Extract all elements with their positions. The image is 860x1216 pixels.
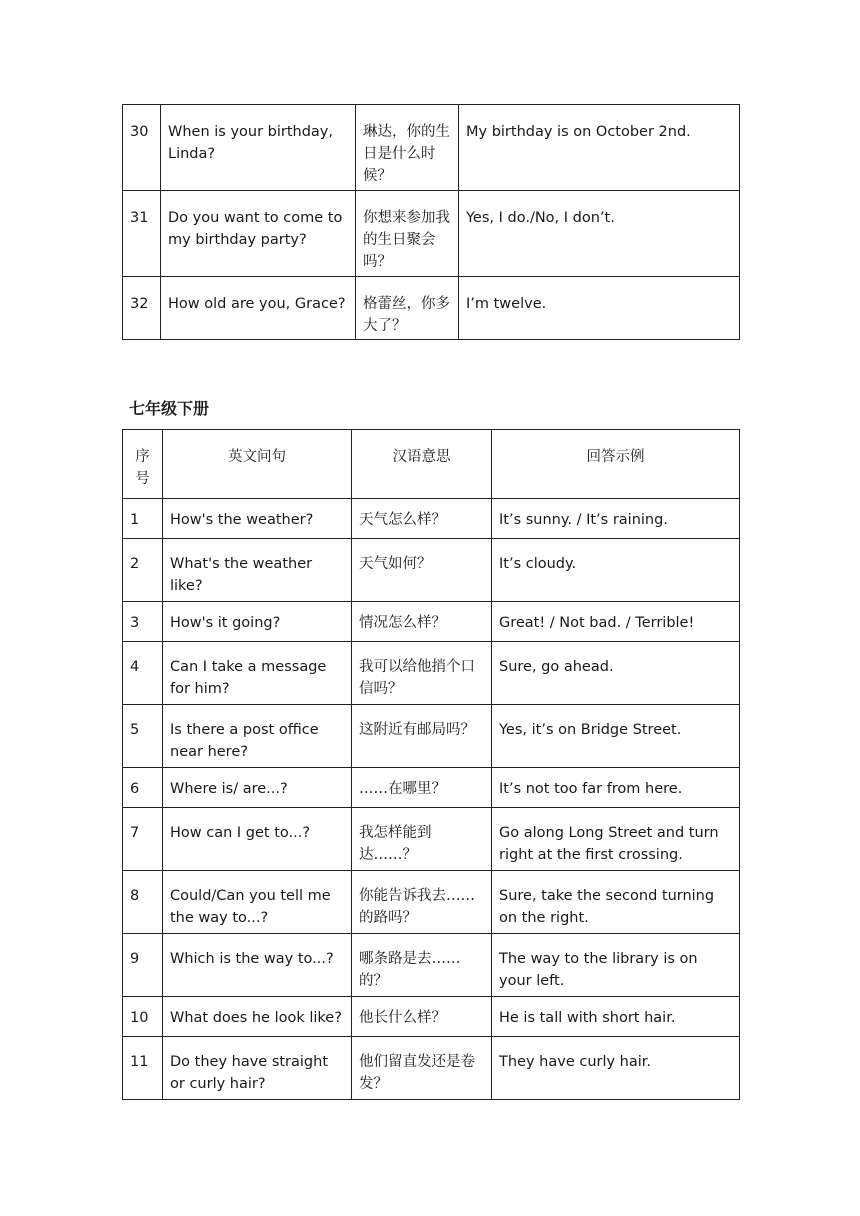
table-row: [123, 602, 740, 642]
chinese-meaning: 你能告诉我去……的路吗？: [352, 871, 492, 934]
row-number: 4: [123, 642, 163, 705]
row-number: 3: [123, 602, 163, 642]
row-number: 6: [123, 768, 163, 808]
answer-example: Yes, I do./No, I don’t.: [459, 191, 740, 277]
phrase-table-grade7-vol2: [122, 429, 740, 1100]
row-number: 10: [123, 997, 163, 1037]
answer-example: They have curly hair.: [492, 1037, 740, 1100]
chinese-meaning: 天气如何？: [352, 539, 492, 602]
chinese-meaning: 你想来参加我的生日聚会吗？: [356, 191, 459, 277]
section-heading: 七年级下册: [129, 399, 210, 418]
row-number: 11: [123, 1037, 163, 1100]
chinese-meaning: 他长什么样？: [352, 997, 492, 1037]
answer-example: He is tall with short hair.: [492, 997, 740, 1037]
answer-example: Great! / Not bad. / Terrible!: [492, 602, 740, 642]
table-row: [123, 997, 740, 1037]
row-number: 7: [123, 808, 163, 871]
table-row: [123, 808, 740, 871]
header-chinese: 汉语意思: [352, 430, 492, 499]
phrase-table-continued: [122, 104, 740, 340]
table-row: [123, 539, 740, 602]
answer-example: It’s sunny. / It’s raining.: [492, 499, 740, 539]
chinese-meaning: 格蕾丝，你多大了？: [356, 277, 459, 340]
english-question: What does he look like?: [163, 997, 352, 1037]
chinese-meaning: 我可以给他捎个口信吗？: [352, 642, 492, 705]
english-question: How old are you, Grace?: [161, 277, 356, 340]
chinese-meaning: 他们留直发还是卷发？: [352, 1037, 492, 1100]
english-question: Do they have straight or curly hair?: [163, 1037, 352, 1100]
answer-example: Yes, it’s on Bridge Street.: [492, 705, 740, 768]
answer-example: My birthday is on October 2nd.: [459, 105, 740, 191]
answer-example: The way to the library is on your left.: [492, 934, 740, 997]
answer-example: Sure, take the second turning on the right.: [492, 871, 740, 934]
header-english: 英文问句: [163, 430, 352, 499]
english-question: Which is the way to...?: [163, 934, 352, 997]
table-row: [123, 934, 740, 997]
header-answer: 回答示例: [492, 430, 740, 499]
answer-example: It’s cloudy.: [492, 539, 740, 602]
chinese-meaning: 这附近有邮局吗？: [352, 705, 492, 768]
answer-example: Go along Long Street and turn right at the first crossing.: [492, 808, 740, 871]
chinese-meaning: 哪条路是去……的？: [352, 934, 492, 997]
row-number: 31: [123, 191, 161, 277]
english-question: Is there a post office near here?: [163, 705, 352, 768]
table-row: [123, 105, 740, 191]
answer-example: It’s not too far from here.: [492, 768, 740, 808]
row-number: 1: [123, 499, 163, 539]
row-number: 8: [123, 871, 163, 934]
english-question: How can I get to...?: [163, 808, 352, 871]
chinese-meaning: 情况怎么样？: [352, 602, 492, 642]
row-number: 9: [123, 934, 163, 997]
table-row: [123, 277, 740, 340]
table-row: [123, 191, 740, 277]
row-number: 32: [123, 277, 161, 340]
row-number: 30: [123, 105, 161, 191]
chinese-meaning: 我怎样能到达……？: [352, 808, 492, 871]
answer-example: Sure, go ahead.: [492, 642, 740, 705]
answer-example: I’m twelve.: [459, 277, 740, 340]
table-row: [123, 499, 740, 539]
header-number: 序号: [123, 430, 163, 499]
table-row: [123, 871, 740, 934]
english-question: Where is/ are...?: [163, 768, 352, 808]
table-row: [123, 642, 740, 705]
english-question: What's the weather like?: [163, 539, 352, 602]
english-question: How's it going?: [163, 602, 352, 642]
row-number: 5: [123, 705, 163, 768]
english-question: When is your birthday, Linda?: [161, 105, 356, 191]
english-question: Could/Can you tell me the way to...?: [163, 871, 352, 934]
table-row: [123, 768, 740, 808]
table-row: [123, 1037, 740, 1100]
chinese-meaning: ……在哪里？: [352, 768, 492, 808]
chinese-meaning: 琳达，你的生日是什么时候？: [356, 105, 459, 191]
table-row: [123, 705, 740, 768]
table-header-row: [123, 430, 740, 499]
english-question: How's the weather?: [163, 499, 352, 539]
english-question: Can I take a message for him?: [163, 642, 352, 705]
english-question: Do you want to come to my birthday party?: [161, 191, 356, 277]
row-number: 2: [123, 539, 163, 602]
chinese-meaning: 天气怎么样？: [352, 499, 492, 539]
